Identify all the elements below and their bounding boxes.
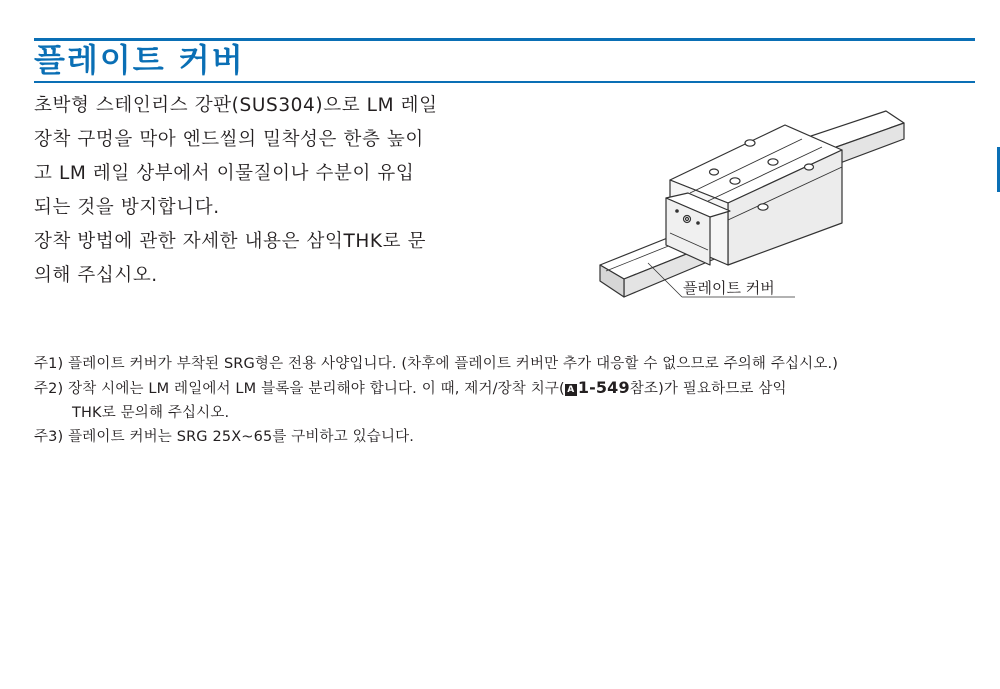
description-line: 고 LM 레일 상부에서 이물질이나 수분이 유입	[34, 163, 415, 184]
notes-section	[34, 352, 979, 449]
description-line: 의해 주십시오.	[34, 265, 158, 286]
note-2	[34, 376, 979, 401]
note-3: 주3) 플레이트 커버는 SRG 25X~65를 구비하고 있습니다.	[34, 429, 415, 445]
catalog-ref-page: 1-549	[577, 378, 630, 397]
page-title: 플레이트 커버	[34, 41, 245, 79]
note-1: 주1) 플레이트 커버가 부착된 SRG형은 전용 사양입니다. (차후에 플레이트 커버만 추가 대응할 수 없으므로 주의해 주십시오.)	[34, 356, 839, 372]
catalog-ref-icon: A	[565, 384, 577, 396]
description-line: 장착 방법에 관한 자세한 내용은 삼익THK로 문	[34, 231, 427, 252]
description-line: 장착 구멍을 막아 엔드씰의 밀착성은 한층 높이	[34, 129, 424, 150]
note-2-text: 주2) 장착 시에는 LM 레일에서 LM 블록을 분리해야 합니다. 이 때, 제거/장착 치구(	[34, 381, 565, 397]
description	[34, 89, 504, 293]
description-line: 되는 것을 방지합니다.	[34, 197, 220, 218]
plate-cover-figure	[590, 105, 920, 320]
description-line: 초박형 스테인리스 강판(SUS304)으로 LM 레일	[34, 95, 438, 116]
lm-guide-drawing	[590, 105, 920, 320]
note-2-continuation: THK로 문의해 주십시오.	[72, 405, 230, 421]
title-rule-bottom	[34, 81, 975, 83]
note-2-text-end: 참조)가 필요하므로 삼익	[629, 381, 787, 397]
figure-label: 플레이트 커버	[683, 279, 775, 297]
